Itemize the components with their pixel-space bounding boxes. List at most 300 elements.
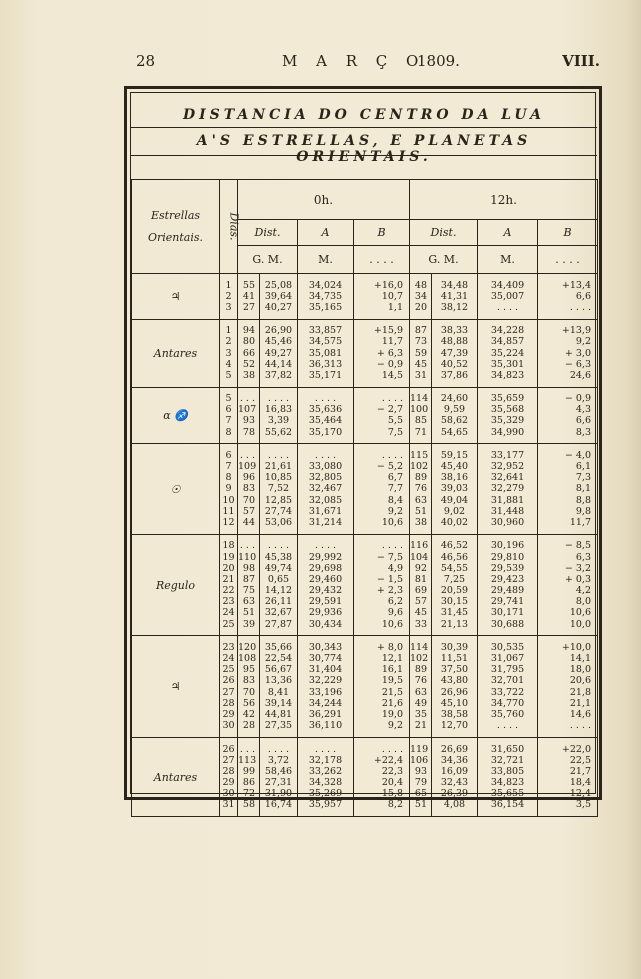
cell-value: 6,3 [575,551,591,563]
cell-value: 24,60 [440,393,469,405]
cell-value: . . . [239,743,255,755]
cell-value: 18,0 [569,664,591,676]
cell-value: 46,56 [440,551,469,563]
cell-value: 21,13 [440,618,469,630]
cell-value: 89 [414,472,427,484]
cell-value: 45,10 [440,697,469,709]
cell-value: 30,343 [308,641,343,653]
cell-value: 34,823 [490,369,525,381]
cell-value: . . . . [569,301,591,313]
cell-value: 34,228 [490,325,525,337]
cell-value: +16,0 [373,279,403,291]
col-a12 [478,274,538,320]
col-b0 [354,274,410,320]
header-dist-12: Dist. [410,220,478,246]
cell-value: 35,224 [490,347,525,359]
cell-value: 6,2 [387,596,403,608]
col-a12 [478,387,538,444]
header-b-0: B [354,220,410,246]
cell-value: . . . . [314,743,337,755]
cell-value: 1 [225,279,232,291]
cell-value: 40,52 [440,358,469,370]
col-b12 [538,319,598,387]
cell-value: 20,6 [569,675,591,687]
star-name: α ♐ [132,387,220,444]
col-b0 [354,444,410,534]
cell-value: 38,12 [440,301,469,313]
col-b12 [538,444,598,534]
cell-value: 29,992 [308,551,343,563]
col-d0g [238,387,260,444]
cell-value: 44,14 [264,358,293,370]
cell-value: 33,805 [490,765,525,777]
cell-value: 9,59 [443,404,466,416]
cell-value: 34,735 [308,290,343,302]
cell-value: 9,02 [443,505,466,517]
cell-value: − 2,7 [376,404,403,416]
cell-value: 31 [222,799,235,811]
cell-value: 16,83 [264,404,293,416]
col-d12m [432,319,478,387]
cell-value: . . . . [314,540,337,552]
cell-value: 10,0 [569,618,591,630]
cell-value: 37,82 [264,369,293,381]
cell-value: 58,62 [440,415,469,427]
cell-value: 34,36 [440,754,469,766]
cell-value: 32,279 [490,483,525,495]
cell-value: 21,5 [381,686,403,698]
col-a0 [298,444,354,534]
cell-value: 24,6 [569,369,591,381]
cell-value: 8,3 [575,426,591,438]
cell-value: 49,04 [440,494,469,506]
cell-value: 29,741 [490,596,525,608]
cell-value: 29 [222,777,235,789]
cell-value: 8,4 [387,494,403,506]
cell-value: 58,46 [264,765,293,777]
col-a12 [478,534,538,636]
cell-value: 12 [222,517,235,529]
cell-value: . . . . [381,540,403,552]
col-b12 [538,387,598,444]
col-d0m [260,534,298,636]
cell-value: 9,2 [387,505,403,517]
cell-value: 75 [242,585,255,597]
cell-value: 51 [242,607,255,619]
col-d0g [238,319,260,387]
cell-value: 28 [222,765,235,777]
cell-value: 79 [414,777,427,789]
col-days [220,319,238,387]
cell-value: 57 [414,596,427,608]
cell-value: 37,86 [440,369,469,381]
cell-value: 45,46 [264,336,293,348]
cell-value: 31,90 [264,788,293,800]
cell-value: 1 [225,325,232,337]
cell-value: 9 [225,483,232,495]
unit-gm-0: G. M. [238,246,298,274]
col-d0g [238,636,260,738]
cell-value: 27,31 [264,777,293,789]
cell-value: 20 [222,562,235,574]
title-rule [131,127,597,128]
cell-value: 45,38 [264,551,293,563]
cell-value: 32,641 [490,472,525,484]
star-group-row [132,274,598,320]
unit-gm-12: G. M. [410,246,478,274]
cell-value: 35,655 [490,788,525,800]
star-name: ♃ [132,636,220,738]
header-days [220,180,241,274]
cell-value: 93 [414,765,427,777]
cell-value: 27 [222,686,235,698]
cell-value: 5 [225,393,232,405]
cell-value: 23 [222,641,235,653]
col-d0g [238,274,260,320]
cell-value: 85 [414,415,427,427]
cell-value: 30 [222,788,235,800]
cell-value: 116 [410,540,429,552]
col-d12g [410,534,432,636]
cell-value: 14,12 [264,585,293,597]
cell-value: 8,41 [267,686,290,698]
cell-value: 120 [238,641,257,653]
cell-value: 6,7 [387,472,403,484]
cell-value: 35,760 [490,709,525,721]
cell-value: 11 [222,505,235,517]
running-year: 1809. [417,52,460,70]
cell-value: 57 [242,505,255,517]
cell-value: 32,805 [308,472,343,484]
star-group-row [132,387,598,444]
cell-value: 32,178 [308,754,343,766]
cell-value: 27 [222,754,235,766]
cell-value: . . . [239,449,255,461]
cell-value: 34,244 [308,697,343,709]
cell-value: . . . . [496,301,519,313]
cell-value: 51 [414,505,427,517]
cell-value: 31,404 [308,664,343,676]
cell-value: 34 [414,290,427,302]
cell-value: 87 [242,573,255,585]
cell-value: 27,74 [264,505,293,517]
col-days [220,636,238,738]
cell-value: 35,659 [490,393,525,405]
cell-value: . . . . [381,743,403,755]
cell-value: 10,85 [264,472,293,484]
col-days [220,534,238,636]
star-name: ♃ [132,274,220,320]
col-d12g [410,737,432,816]
cell-value: 8,1 [575,483,591,495]
cell-value: . . . . [267,540,290,552]
col-a0 [298,737,354,816]
col-b12 [538,274,598,320]
star-name: Regulo [132,534,220,636]
cell-value: 12,1 [381,653,403,665]
cell-value: 102 [410,653,429,665]
cell-value: 59,15 [440,449,469,461]
cell-value: 73 [414,336,427,348]
cell-value: 107 [238,404,257,416]
cell-value: 76 [414,675,427,687]
cell-value: 18 [222,540,235,552]
col-d12m [432,636,478,738]
cell-value: 22,5 [569,754,591,766]
cell-value: 34,990 [490,426,525,438]
cell-value: 30,15 [440,596,469,608]
cell-value: 45 [414,358,427,370]
cell-value: . . . . [496,720,519,732]
cell-value: 80 [242,336,255,348]
cell-value: 34,575 [308,336,343,348]
cell-value: 94 [242,325,255,337]
cell-value: 31,45 [440,607,469,619]
cell-value: 87 [414,325,427,337]
cell-value: 49,74 [264,562,293,574]
running-head [132,52,600,74]
cell-value: 29,810 [490,551,525,563]
cell-value: 22 [222,585,235,597]
cell-value: 29,591 [308,596,343,608]
cell-value: + 0,3 [564,573,591,585]
col-d12g [410,444,432,534]
col-d12g [410,387,432,444]
cell-value: 83 [242,483,255,495]
cell-value: 109 [238,461,257,473]
col-b0 [354,737,410,816]
unit-dots-12: . . . . [538,246,598,274]
cell-value: 22,54 [264,653,293,665]
header-days-label: Dias. [227,212,241,241]
col-b12 [538,534,598,636]
col-d12g [410,636,432,738]
cell-value: 47,39 [440,347,469,359]
cell-value: 31,795 [490,664,525,676]
cell-value: 12,4 [569,788,591,800]
cell-value: 53,06 [264,517,293,529]
cell-value: 33,262 [308,765,343,777]
cell-value: 11,51 [440,653,469,665]
cell-value: 110 [238,551,257,563]
cell-value: 26,11 [264,596,293,608]
cell-value: 14,1 [569,653,591,665]
running-title: M A R Ç O [282,52,426,70]
cell-value: 70 [242,686,255,698]
table-title-line2: A'S ESTRELLAS, E PLANETAS ORIENTAIS. [196,133,532,165]
cell-value: 83 [242,675,255,687]
cell-value: 36,313 [308,358,343,370]
cell-value: 26 [222,675,235,687]
cell-value: 8,8 [575,494,591,506]
cell-value: 35,957 [308,799,343,811]
star-name: Antares [132,319,220,387]
cell-value: 96 [242,472,255,484]
cell-value: 35,464 [308,415,343,427]
cell-value: 30,960 [490,517,525,529]
cell-value: 108 [238,653,257,665]
cell-value: 34,770 [490,697,525,709]
cell-value: 2 [225,290,232,302]
table-body [132,274,598,817]
cell-value: 54,65 [440,426,469,438]
cell-value: 3,5 [575,799,591,811]
col-b0 [354,534,410,636]
header-0h: 0h. [238,180,410,220]
cell-value: 42 [242,709,255,721]
cell-value: 24 [222,607,235,619]
header-12h: 12h. [410,180,598,220]
cell-value: 28 [222,697,235,709]
cell-value: 38,33 [440,325,469,337]
cell-value: 38 [414,517,427,529]
col-d12g [410,274,432,320]
cell-value: 30,171 [490,607,525,619]
cell-value: 32,952 [490,461,525,473]
cell-value: 3 [225,301,232,313]
section-number: VIII. [562,52,600,70]
cell-value: − 8,5 [564,540,591,552]
cell-value: 100 [410,404,429,416]
cell-value: 6 [225,404,232,416]
cell-value: 12,70 [440,720,469,732]
cell-value: 55,62 [264,426,293,438]
cell-value: 21,7 [569,765,591,777]
cell-value: 20 [414,301,427,313]
cell-value: 12,85 [264,494,293,506]
cell-value: 35,007 [490,290,525,302]
header-stars [132,180,220,274]
cell-value: 7,7 [387,483,403,495]
cell-value: 27,87 [264,618,293,630]
cell-value: 10,6 [381,517,403,529]
cell-value: 25,08 [264,279,293,291]
col-days [220,387,238,444]
cell-value: 4 [225,358,232,370]
star-name: ☉ [132,444,220,534]
cell-value: 3 [225,347,232,359]
cell-value: 33,196 [308,686,343,698]
cell-value: 44 [242,517,255,529]
cell-value: 35,66 [264,641,293,653]
cell-value: 32,721 [490,754,525,766]
cell-value: 30,774 [308,653,343,665]
cell-value: 20,4 [381,777,403,789]
cell-value: − 4,0 [564,449,591,461]
cell-value: 25 [222,618,235,630]
cell-value: 29,460 [308,573,343,585]
cell-value: 30,434 [308,618,343,630]
cell-value: 114 [410,393,429,405]
cell-value: 10 [222,494,235,506]
cell-value: − 6,3 [564,358,591,370]
cell-value: 35,329 [490,415,525,427]
cell-value: 104 [410,551,429,563]
cell-value: 14,5 [381,369,403,381]
cell-value: 93 [242,415,255,427]
cell-value: − 7,5 [376,551,403,563]
cell-value: 99 [242,765,255,777]
cell-value: . . . . [381,449,403,461]
col-d0m [260,737,298,816]
cell-value: +10,0 [561,641,591,653]
table-title-line1: DISTANCIA DO CENTRO DA LUA [182,107,546,123]
col-d12g [410,319,432,387]
cell-value: 15,8 [381,788,403,800]
cell-value: 8,0 [575,596,591,608]
cell-value: 11,7 [569,517,591,529]
cell-value: 5,5 [387,415,403,427]
cell-value: 38,58 [440,709,469,721]
cell-value: + 3,0 [564,347,591,359]
cell-value: . . . . [381,393,403,405]
cell-value: 8 [225,472,232,484]
cell-value: 31,671 [308,505,343,517]
cell-value: 52 [242,358,255,370]
cell-value: 98 [242,562,255,574]
cell-value: 2 [225,336,232,348]
cell-value: 70 [242,494,255,506]
cell-value: 114 [410,641,429,653]
cell-value: 9,8 [575,505,591,517]
cell-value: 86 [242,777,255,789]
cell-value: 29,698 [308,562,343,574]
cell-value: 26,90 [264,325,293,337]
cell-value: 7,5 [387,426,403,438]
cell-value: 102 [410,461,429,473]
cell-value: 29,489 [490,585,525,597]
col-d12m [432,444,478,534]
cell-value: 48,88 [440,336,469,348]
col-d0m [260,636,298,738]
cell-value: 39,14 [264,697,293,709]
cell-value: +13,9 [561,325,591,337]
cell-value: 81 [414,573,427,585]
cell-value: 31 [414,369,427,381]
cell-value: 19 [222,551,235,563]
cell-value: 63 [414,494,427,506]
cell-value: 9,6 [387,607,403,619]
cell-value: 38 [242,369,255,381]
cell-value: 51 [414,799,427,811]
cell-value: 31,881 [490,494,525,506]
cell-value: 6,1 [575,461,591,473]
col-d12m [432,387,478,444]
col-a0 [298,534,354,636]
cell-value: 16,74 [264,799,293,811]
cell-value: 34,48 [440,279,469,291]
cell-value: 10,6 [569,607,591,619]
cell-value: 43,80 [440,675,469,687]
cell-value: 92 [414,562,427,574]
cell-value: 31,650 [490,743,525,755]
cell-value: 32,43 [440,777,469,789]
cell-value: 46,52 [440,540,469,552]
col-a0 [298,274,354,320]
cell-value: 26,69 [440,743,469,755]
cell-value: 21 [414,720,427,732]
col-b12 [538,636,598,738]
cell-value: 23 [222,596,235,608]
col-d12m [432,737,478,816]
cell-value: 4,3 [575,404,591,416]
col-days [220,274,238,320]
unit-m-0: M. [298,246,354,274]
cell-value: 49,27 [264,347,293,359]
cell-value: 45 [414,607,427,619]
cell-value: 35,165 [308,301,343,313]
cell-value: 16,1 [381,664,403,676]
